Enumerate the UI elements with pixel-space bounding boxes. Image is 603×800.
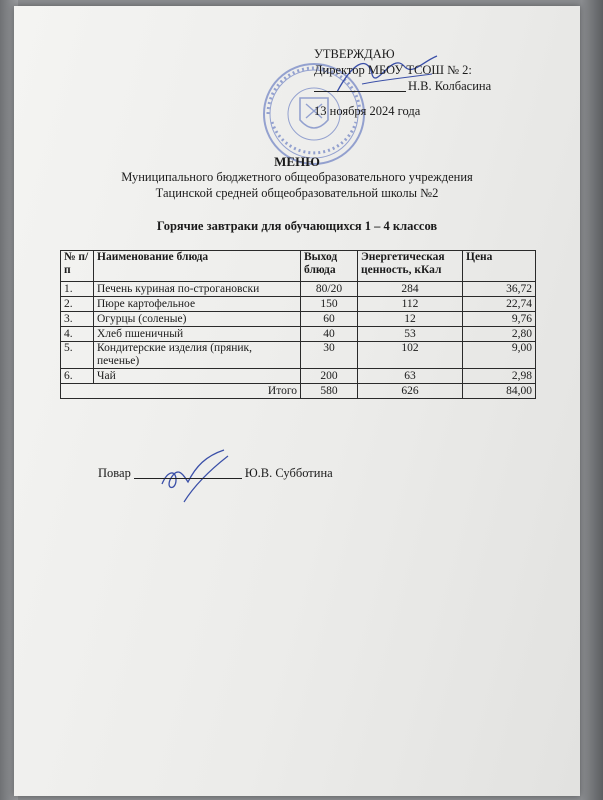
row-kcal: 63 [358,369,463,384]
approval-signature-line [314,78,491,94]
row-dish: Печень куриная по-строгановски [94,282,301,297]
director-name: Н.В. Колбасина [408,79,492,93]
header-name: Наименование блюда [94,251,301,282]
row-yield: 40 [301,327,358,342]
table-total-row [61,384,536,399]
row-num: 4. [61,327,94,342]
total-price: 84,00 [463,384,536,399]
cook-signature-block [98,466,333,481]
background-right [581,0,603,800]
org-name-line1: Муниципального бюджетного общеобразовательного учреждения [121,170,473,184]
row-price: 36,72 [463,282,536,297]
header-price: Цена [463,251,536,282]
menu-subtitle: Горячие завтраки для обучающихся 1 – 4 классов [156,219,438,233]
row-num: 1. [61,282,94,297]
row-kcal: 53 [358,327,463,342]
org-name-line2: Тацинской средней общеобразовательной школы №2 [155,186,439,200]
approval-block [314,46,491,119]
header-num: № п/п [61,251,94,282]
cook-label: Повар [98,466,131,480]
row-price: 2,98 [463,369,536,384]
approval-date: 13 ноября 2024 года [314,104,421,118]
document-page [14,6,580,796]
row-yield: 150 [301,297,358,312]
row-num: 3. [61,312,94,327]
table-row [61,327,536,342]
row-price: 2,80 [463,327,536,342]
row-dish: Огурцы (соленые) [94,312,301,327]
row-kcal: 102 [358,342,463,369]
approval-position: Директор МБОУ ТСОШ № 2: [314,63,472,77]
table-row [61,369,536,384]
row-kcal: 112 [358,297,463,312]
row-dish: Пюре картофельное [94,297,301,312]
row-kcal: 284 [358,282,463,297]
total-label: Итого [61,384,301,399]
approval-heading: УТВЕРЖДАЮ [314,47,395,61]
signature-blank [314,91,406,92]
header-yield: Выход блюда [301,251,358,282]
row-price: 9,76 [463,312,536,327]
cook-name: Ю.В. Субботина [244,466,333,480]
table-row [61,342,536,369]
total-yield: 580 [301,384,358,399]
row-num: 2. [61,297,94,312]
row-dish: Кондитерские изделия (пряник, печенье) [94,342,301,369]
row-price: 9,00 [463,342,536,369]
table-row [61,297,536,312]
total-kcal: 626 [358,384,463,399]
row-dish: Чай [94,369,301,384]
row-price: 22,74 [463,297,536,312]
page-title: МЕНЮ [274,154,320,169]
header-kcal: Энергетическая ценность, кКал [358,251,463,282]
row-num: 6. [61,369,94,384]
table-row [61,282,536,297]
cook-signature-line [134,478,242,479]
row-yield: 80/20 [301,282,358,297]
row-num: 5. [61,342,94,369]
row-dish: Хлеб пшеничный [94,327,301,342]
row-kcal: 12 [358,312,463,327]
menu-table [60,250,536,399]
row-yield: 60 [301,312,358,327]
table-header-row [61,251,536,282]
row-yield: 200 [301,369,358,384]
row-yield: 30 [301,342,358,369]
table-row [61,312,536,327]
